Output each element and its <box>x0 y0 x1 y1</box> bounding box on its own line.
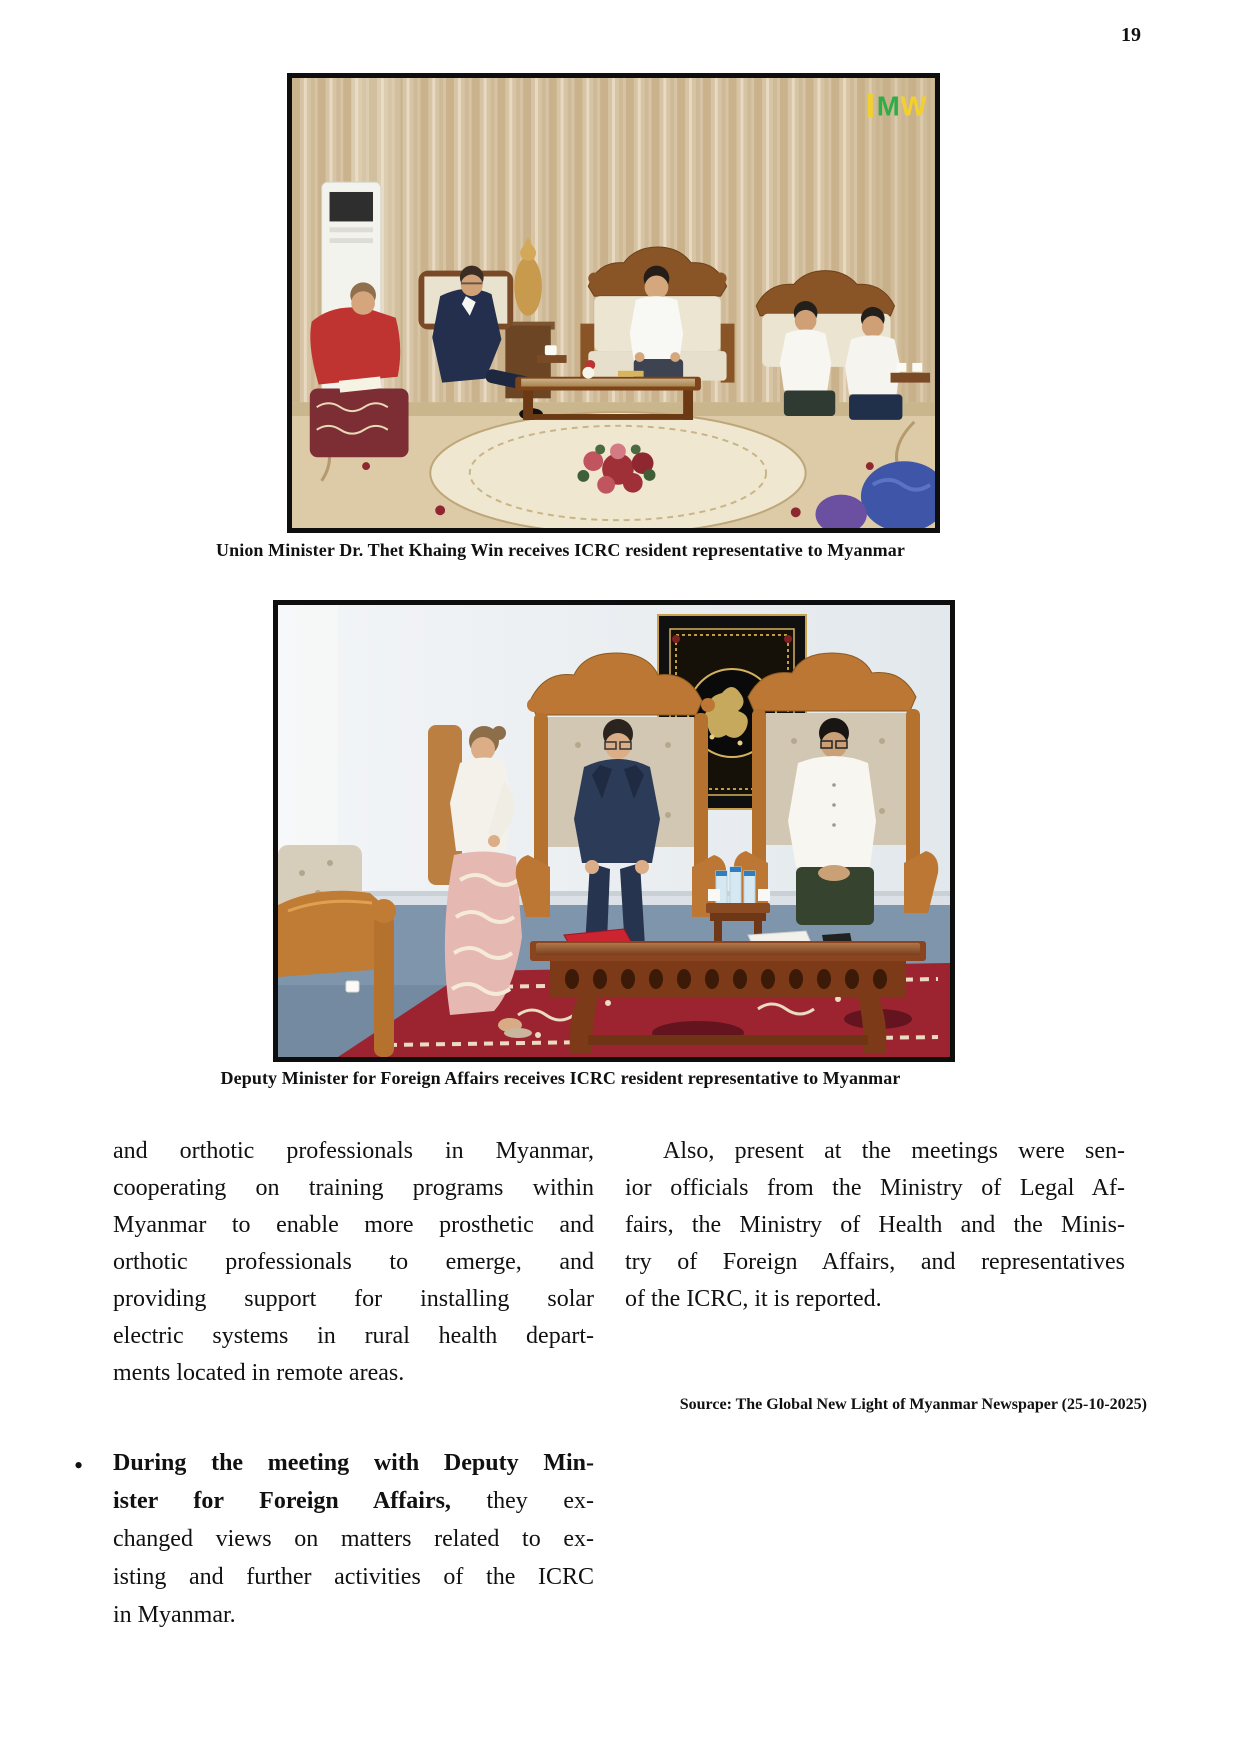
caption-union-minister: Union Minister Dr. Thet Khaing Win receives ICRC resident representative to Myanmar <box>216 540 905 560</box>
paragraph-prosthetics: and orthotic professionals in Myanmar, cooperating on training programs within Myanmar to enable more prosthetic and orthotic professionals to emerge, and providing support for installing solar electric systems in rural health depart- ments located in remote areas. <box>113 1138 594 1386</box>
page-number: 19 <box>1121 24 1141 46</box>
svg-text:M: M <box>876 90 900 122</box>
minister-center-sofa <box>580 247 734 385</box>
source-citation: Source: The Global New Light of Myanmar Newspaper (25-10-2025) <box>679 1396 1147 1413</box>
photo-union-minister-meeting <box>287 73 940 533</box>
svg-text:W: W <box>900 90 927 122</box>
paragraph-officials: Also, present at the meetings were sen- ior officials from the Ministry of Legal Af- fairs, the Ministry of Health and the Minis- try of Foreign Affairs, and representatives of the ICRC, it is reported. <box>625 1138 1125 1312</box>
caption-deputy-minister: Deputy Minister for Foreign Affairs receives ICRC resident representative to Myanmar <box>220 1068 901 1088</box>
photo-deputy-minister-meeting <box>273 600 955 1062</box>
broadcaster-logo <box>868 90 927 121</box>
photo2-scene <box>278 605 950 1057</box>
paragraph-deputy-minister-meeting: During the meeting with Deputy Min- ister for Foreign Affairs, they ex- changed views on matters related to ex- isting and further activities of the ICRC in Myanmar. <box>113 1450 595 1628</box>
photo1-scene <box>292 78 935 528</box>
bullet-marker: • <box>74 1451 84 1480</box>
